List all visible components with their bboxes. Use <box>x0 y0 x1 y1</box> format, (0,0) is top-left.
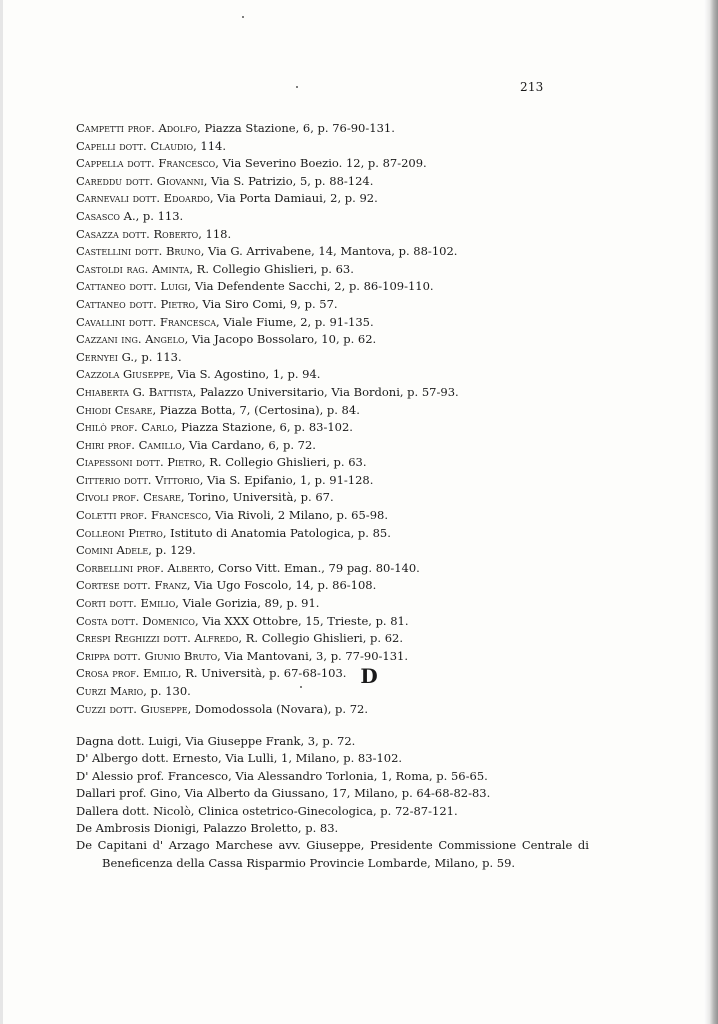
entry-details: , p. 129. <box>148 543 196 558</box>
entry-name: Cernyei G. <box>76 349 135 364</box>
scan-speck <box>296 86 298 88</box>
entry-details: , R. Collegio Ghislieri, p. 63. <box>189 261 354 276</box>
entry-name: Chiaberta G. Battista <box>76 384 193 399</box>
index-entry <box>76 437 576 455</box>
index-entry <box>76 472 576 490</box>
entry-details: , p. 113. <box>134 349 182 364</box>
entry-name: Chiri prof. Camillo <box>76 437 182 452</box>
page-number: 213 <box>520 80 544 94</box>
entry-name: Crippa dott. Giunio Bruto <box>76 648 218 663</box>
entry-name: Cappella dott. Francesco <box>76 156 216 171</box>
entry-name: Chilò prof. Carlo <box>76 420 174 435</box>
entry-details: , 114. <box>193 138 227 153</box>
index-entry <box>76 701 576 719</box>
entry-name: Costa dott. Domenico <box>76 613 195 628</box>
index-entry <box>76 366 576 384</box>
entry-name: Careddu dott. Giovanni <box>76 173 204 188</box>
entry-details: , Via Rivoli, 2 Milano, p. 65-98. <box>207 508 388 523</box>
section-heading-d: D <box>360 664 378 688</box>
entry-details: , Piazza Botta, 7, (Certosina), p. 84. <box>152 402 360 417</box>
entry-details: , Via Ugo Foscolo, 14, p. 86-108. <box>186 578 377 593</box>
entry-name: De Ambrosis Dionigi <box>76 821 196 836</box>
entry-name: Castoldi rag. Aminta <box>76 261 190 276</box>
entry-name: D' Alessio prof. Francesco <box>76 768 229 783</box>
index-entry <box>76 750 596 767</box>
entry-details: , Via Severino Boezio. 12, p. 87-209. <box>215 156 427 171</box>
index-entry <box>76 155 576 173</box>
entry-name: Dallera dott. Nicolò <box>76 803 191 818</box>
entry-details: , p. 130. <box>143 684 191 698</box>
entry-details: , Torino, Università, p. 67. <box>180 490 334 505</box>
entry-details: , Palazzo Broletto, p. 83. <box>195 821 339 836</box>
index-entry <box>76 803 596 820</box>
entry-details: , Via Cardano, 6, p. 72. <box>181 437 316 452</box>
index-entry <box>76 785 596 802</box>
entry-name: Cuzzi dott. Giuseppe <box>76 701 188 716</box>
index-entry <box>76 208 576 226</box>
entry-details: , Istituto di Anatomia Patologica, p. 85. <box>162 525 391 540</box>
entry-details: , Via Siro Comi, 9, p. 57. <box>195 296 338 311</box>
entry-details: , R. Collegio Ghislieri, p. 62. <box>238 631 403 646</box>
index-entry <box>76 226 576 244</box>
entry-details: , Via G. Arrivabene, 14, Mantova, p. 88-102. <box>200 244 458 259</box>
entry-details: , Via Mantovani, 3, p. 77-90-131. <box>217 648 409 663</box>
entry-name: Casasco A. <box>76 208 136 223</box>
entry-name: Castellini dott. Bruno <box>76 244 201 259</box>
index-entry <box>76 402 576 420</box>
index-entry <box>76 454 576 472</box>
entry-details: , Piazza Stazione, 6, p. 76-90-131. <box>197 121 395 135</box>
entry-details: , Corso Vitt. Eman., 79 pag. 80-140. <box>210 560 420 575</box>
index-entry <box>76 120 576 138</box>
entry-name: De Capitani d' Arzago Marchese avv. Giuseppe <box>76 838 361 853</box>
entry-name: Dagna dott. Luigi <box>76 734 178 748</box>
index-entry <box>76 630 576 648</box>
entry-details: , R. Università, p. 67-68-103. <box>177 666 347 681</box>
entry-name: Cazzola Giuseppe <box>76 367 171 382</box>
entry-name: Coletti prof. Francesco <box>76 508 208 523</box>
index-entry <box>76 331 576 349</box>
index-entry <box>76 314 576 332</box>
entry-details: , 118. <box>198 226 232 241</box>
index-entry <box>76 595 576 613</box>
entry-name: Cattaneo dott. Luigi <box>76 279 188 294</box>
entry-name: Crespi Reghizzi dott. Alfredo <box>76 631 239 646</box>
entry-name: Cortese dott. Franz <box>76 578 187 593</box>
index-entries-d <box>76 733 596 872</box>
entry-details: , R. Collegio Ghislieri, p. 63. <box>201 455 367 470</box>
scan-edge-left <box>0 0 3 1024</box>
entry-details: , Via Defendente Sacchi, 2, p. 86-109-110. <box>187 279 434 294</box>
index-entry <box>76 577 576 595</box>
entry-name: Civoli prof. Cesare <box>76 490 181 505</box>
entry-details: , Domodossola (Novara), p. 72. <box>187 701 369 716</box>
entry-name: Casazza dott. Roberto <box>76 226 199 241</box>
entry-details: , Piazza Stazione, 6, p. 83-102. <box>173 420 353 435</box>
entry-name: D' Albergo dott. Ernesto <box>76 751 219 766</box>
index-entry <box>76 768 596 785</box>
entry-details: , Via S. Patrizio, 5, p. 88-124. <box>203 173 374 188</box>
entry-name: Colleoni Pietro <box>76 525 163 540</box>
entry-details: , Via Porta Damiaui, 2, p. 92. <box>209 191 378 206</box>
entry-details: , Via Jacopo Bossolaro, 10, p. 62. <box>184 332 377 347</box>
index-entry <box>76 489 576 507</box>
index-entry <box>76 349 576 367</box>
index-entry <box>76 243 576 261</box>
entry-name: Citterio dott. Vittorio <box>76 472 200 487</box>
entry-details: , Via XXX Ottobre, 15, Trieste, p. 81. <box>194 613 409 628</box>
index-entry <box>76 138 576 156</box>
entry-name: Corbellini prof. Alberto <box>76 560 211 575</box>
entry-details: , Via S. Epifanio, 1, p. 91-128. <box>199 472 374 487</box>
entry-name: Ciapessoni dott. Pietro <box>76 455 202 470</box>
index-entry <box>76 613 576 631</box>
entry-details: , p. 113. <box>135 208 184 223</box>
entry-details: , Presidente Commissione Centrale di Beneficenza della Cassa Risparmio Provincie Lombarde, Milano, p. 59. <box>102 838 589 870</box>
entry-name: Cavallini dott. Francesca <box>76 314 217 329</box>
entry-details: , Via Alessandro Torlonia, 1, Roma, p. 56-65. <box>228 768 488 783</box>
entry-name: Carnevali dott. Edoardo <box>76 191 210 206</box>
entry-name: Campetti prof. Adolfo <box>76 121 198 135</box>
entry-name: Crosa prof. Emilio <box>76 666 178 681</box>
index-entry <box>76 384 576 402</box>
entry-name: Cazzani ing. Angelo <box>76 332 185 347</box>
index-entry <box>76 837 589 872</box>
entry-name: Cattaneo dott. Pietro <box>76 296 196 311</box>
entry-details: , Via Alberto da Giussano, 17, Milano, p. 64-68-82-83. <box>177 786 491 801</box>
entry-details: , Viale Fiume, 2, p. 91-135. <box>216 314 374 329</box>
index-entry <box>76 173 576 191</box>
index-entry <box>76 278 576 296</box>
scan-edge-right <box>704 0 718 1024</box>
index-entry <box>76 190 576 208</box>
entry-name: Dallari prof. Gino <box>76 786 178 801</box>
entry-name: Chiodi Cesare <box>76 402 153 417</box>
entry-details: , Via S. Agostino, 1, p. 94. <box>170 367 321 382</box>
entry-name: Curzi Mario <box>76 684 144 698</box>
index-entries-c <box>76 120 576 718</box>
entry-details: , Viale Gorizia, 89, p. 91. <box>175 596 320 611</box>
index-entry <box>76 525 576 543</box>
index-entry <box>76 261 576 279</box>
index-entry <box>76 820 596 837</box>
entry-details: , Via Giuseppe Frank, 3, p. 72. <box>177 734 356 748</box>
scan-speck <box>300 686 302 688</box>
index-entry <box>76 648 576 666</box>
index-entry <box>76 507 576 525</box>
index-entry <box>76 419 576 437</box>
entry-details: , Clinica ostetrico-Ginecologica, p. 72-87-121. <box>190 803 458 818</box>
index-entry <box>76 542 576 560</box>
entry-details: , Palazzo Universitario, Via Bordoni, p. 57-93. <box>192 384 459 399</box>
entry-name: Capelli dott. Claudio <box>76 138 194 153</box>
entry-name: Comini Adele <box>76 543 149 558</box>
entry-details: , Via Lulli, 1, Milano, p. 83-102. <box>218 751 403 766</box>
index-entry <box>76 296 576 314</box>
entry-name: Corti dott. Emilio <box>76 596 176 611</box>
scan-speck <box>242 16 244 18</box>
index-entry <box>76 560 576 578</box>
index-entry <box>76 733 596 750</box>
